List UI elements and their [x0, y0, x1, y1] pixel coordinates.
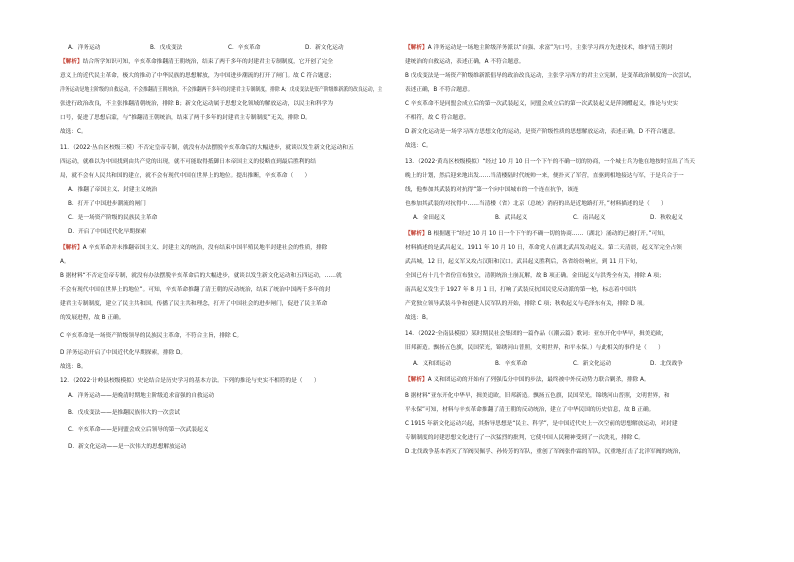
q11-analysis-line: 【解析】A 辛亥革命并未推翻帝国主义、封建主义的统治，没有结束中国半殖民地半封建社会的性质，排除: [60, 245, 328, 251]
q13-answer: 故选：B。: [405, 315, 432, 321]
q10-answer: 故选：C。: [60, 129, 87, 135]
q10-analysis-line: 洋务运动是地主阶级的自救运动，不会推翻清王朝统治，不会推翻两千多年的封建君主专制制度，排除 A；戊戌变法是资产阶级维新派的改良运动，主: [60, 87, 383, 93]
q12-analysis-line: 建统治的自救运动，表述正确，A 不符合题意。: [405, 59, 525, 65]
q14-option-c: C．新文化运动: [573, 361, 612, 367]
q14-analysis-line: 专制制度的封建思想文化进行了一次猛烈的批判，它使中国人民精神受到了一次洗礼，排除 C。: [405, 435, 644, 441]
q10-option-c: C．辛亥革命: [228, 45, 261, 51]
q12-option-a: A．洋务运动——是晚清时期地主阶级追求富强的自救运动: [68, 393, 215, 399]
q10-analysis-line: 口号，促进了思想启蒙，与“推翻清王朝统治，结束了两千多年的封建君主专制制度”无关，排除 D。: [60, 115, 311, 121]
q14-option-b: B．辛亥革命: [495, 361, 528, 367]
q14-option-d: D．北伐战争: [650, 361, 683, 367]
q14-analysis-line: B 据材料“亚东开化中华早，揖美追欧，旧邦新造。飘扬五色旗，民国荣光，锦绣河山普照，文明世界，和: [405, 393, 670, 399]
q14-stem: 14．（2022·全南县模拟）某时期民社会集团的一篇作品（《潮云篇》歌词：亚东开化中华早，揖美追欧，: [405, 331, 668, 337]
analysis-tag: 【解析】: [405, 45, 428, 51]
q12-analysis-line: 【解析】A 洋务运动是一场地主阶级洋务派以“自强、求富”为口号，主张学习西方先进技术，维护清王朝封: [405, 45, 673, 51]
q11-analysis-line: 建君主专制制度，建立了民主共和国，传播了民主共和理念，打开了中国社会的进步闸门，促进了民主革命: [60, 301, 328, 307]
q12-stem: 12．（2022·计岭县校级模拟）史论结合是历史学习的基本方法。下列的推论与史实不相符的是（ ）: [60, 378, 320, 384]
q14-options: [405, 361, 735, 368]
q11-option-b: B．打开了中国进步潮流的闸门: [68, 201, 146, 207]
q13-analysis-line: 材料描述的是武昌起义。1911 年 10 月 10 日，革命党人在湖北武昌发动起义。第二天清晨，起义军完全占领: [405, 245, 682, 251]
q11-analysis-line: A。: [60, 259, 70, 265]
q11-analysis-line: D 洋务运动开启了中国近代化早期探索，排除 D。: [60, 350, 187, 356]
q13-analysis-line: 【解析】B 根据题干“经过 10 月 10 日一个下午的不确一切的协商……（湖北）涌动的已被打开。”可知，: [405, 231, 669, 237]
analysis-tag: 【解析】: [405, 231, 428, 237]
q11-option-d: D．开启了中国近代化早期探索: [68, 229, 147, 235]
q13-analysis-line: 全国已有十几个省份宣布独立，清朝统治土崩瓦解，故 B 项正确。金田起义与洪秀全有关，排除 A 项；: [405, 273, 665, 279]
q13-analysis-line: 南昌起义发生于 1927 年 8 月 1 日，打响了武装反抗国民党反动派的第一枪，标志着中国共: [405, 287, 637, 293]
q14-stem: 旧邦新造。飘扬五色旗，民国荣光，锦绣河山普照，文明世界，和平永保。）与此相关的事件是（ ）: [405, 345, 664, 351]
analysis-tag: 【解析】: [60, 245, 83, 251]
q10-option-d: D．新文化运动: [305, 45, 344, 51]
q11-analysis-line: 不会有现代中国在世界上的地位”。可知，辛亥革命推翻了清王朝的反动统治，结束了统治中国两千多年的封: [60, 287, 331, 293]
q12-option-d: D．新文化运动——是一次伟大的思想解放运动: [68, 444, 187, 450]
q11-analysis-line: 的发展进程，故 B 正确。: [60, 315, 125, 321]
q14-analysis-line: D 北伐战争基本消灭了军阀吴佩孚、孙传芳的军队，重创了军阀张作霖的军队，沉重地打击了北洋军阀的统治，: [405, 449, 685, 455]
q10-option-a: A．洋务运动: [68, 45, 101, 51]
q12-analysis-line: 不相符，故 C 符合题意。: [405, 115, 470, 121]
q10-option-b: B．戊戌变法: [150, 45, 183, 51]
q12-analysis-line: 表述正确，B 不符合题意。: [405, 87, 474, 93]
q14-analysis-line: 【解析】A 义和团运动的开始有了列强瓜分中国的步法，最终被中外反动势力联合剿杀，排除 A。: [405, 377, 650, 383]
analysis-tag: 【解析】: [60, 59, 83, 65]
q12-option-b: B．戊戌变法——是推翻民族伟大的一次尝试: [68, 410, 180, 416]
q13-option-b: B．武昌起义: [495, 215, 528, 221]
q13-analysis-line: 产党独立领导武装斗争和创建人民军队的开始，排除 C 项；秋收起义与毛泽东有关，排除 D 项。: [405, 301, 649, 307]
q13-analysis-line: 武昌城，12 日，起义军又攻占汉阳和汉口。武昌起义胜利后，各省纷纷响应，到 11 月下旬，: [405, 259, 642, 265]
q11-answer: 故选：B。: [60, 364, 87, 370]
q14-analysis-line: C 1915 年新文化运动兴起，其指导思想是“民主、科学”，是中国近代史上一次空前的思想解放运动，对封建: [405, 421, 678, 427]
q13-stem: 晚上的计划，然后迎来地出发……当清楼陆时代统帅一来，便扑灭了军营，直驱到相地接达与军，于是兵合于一: [405, 173, 684, 179]
q13-option-d: D．秋收起义: [650, 215, 683, 221]
analysis-tag: 【解析】: [405, 377, 428, 383]
q11-option-a: A．推翻了帝国主义、封建主义统治: [68, 187, 158, 193]
q13-option-c: C．南昌起义: [573, 215, 606, 221]
q12-analysis-line: D 新文化运动是一场学习西方思想文化的运动，是资产阶级性质的思想解放运动，表述正确，D 不符合题意。: [405, 129, 679, 135]
q13-option-a: A．金田起义: [413, 215, 446, 221]
q12-analysis-line: C 辛亥革命不是同盟会成立后的第一次武装起义，同盟会成立后的第一次武装起义是萍浏醴起义，推论与史实: [405, 101, 679, 107]
q11-stem: 11．（2022·丛台区校级三模）不否定皇帝专制，就没有办法摆脱辛亥革命后的大幅进步，就谈以发生新文化运动和五: [60, 145, 354, 151]
q10-analysis-line: 张进行政治改良，不主张推翻清朝统治，排除 B；新文化运动属于思想文化领域的解放运动，以民主和科学为: [60, 101, 334, 107]
q11-option-c: C．是一场资产阶级的民族民主革命: [68, 215, 158, 221]
q14-option-a: A．义和团运动: [413, 361, 452, 367]
q13-stem: 也参加其武装的对抗得中……当清楼（省）北京（总统）消府的出是近地路打开，”材料描述的是（ ）: [405, 201, 667, 207]
q11-analysis-line: C 辛亥革命是一场资产阶级领导的民族民主革命，不符合主旨，排除 C。: [60, 333, 243, 339]
q12-answer: 故选：C。: [405, 143, 432, 149]
q10-options: [60, 45, 382, 52]
q12-option-c: C．辛亥革命——是同盟会成立后领导的第一次武装起义: [68, 427, 209, 433]
q13-stem: 线，他参加其武装的对抗得“第一个向中国城市的一个连在抗争，该连: [405, 187, 579, 193]
q12-analysis-line: B 戊戌变法是一场资产阶级维新派倡导的政治改良运动，主张学习西方的君主立宪制，是变革政治制度的一次尝试，: [405, 73, 696, 79]
q14-analysis-line: 平永保”可知，材料与辛亥革命推翻了清王朝的反动统治，建立了中华民国的历史信息，故 B 正确。: [405, 407, 655, 413]
q11-analysis-line: B 据材料“不否定皇帝专制，就没有办法摆脱辛亥革命后的大幅进步，就谈以发生新文化运动和五四运动，……就: [60, 273, 342, 279]
q11-stem: 四运动，就难以为中国找到由共产党的出现，就不可能取得抵御日本帝国主义的侵略直到最后胜利的结: [60, 159, 316, 165]
q13-options: [405, 215, 735, 222]
q10-analysis-line: 【解析】结合所学知识可知，辛亥革命推翻清王朝统治，结束了两千多年的封建君主专制制度，它开创了完全: [60, 59, 333, 65]
q13-stem: 13．（2022·黄岛区校级模拟）“经过 10 月 10 日一个下午的不确一切的协商，一个城士兵为他在地按时宣出了当天: [405, 159, 695, 165]
q10-analysis-line: 意义上的近代民主革命，极大的推动了中华民族的思想解放，为中国进步潮流的打开了闸门。故 C 符合题意；: [60, 73, 335, 79]
q11-stem: 局，就不会有人民共和国的建立，就不会有现代中国在世界上的地位。提出推断，辛亥革命（ ）: [60, 173, 311, 179]
